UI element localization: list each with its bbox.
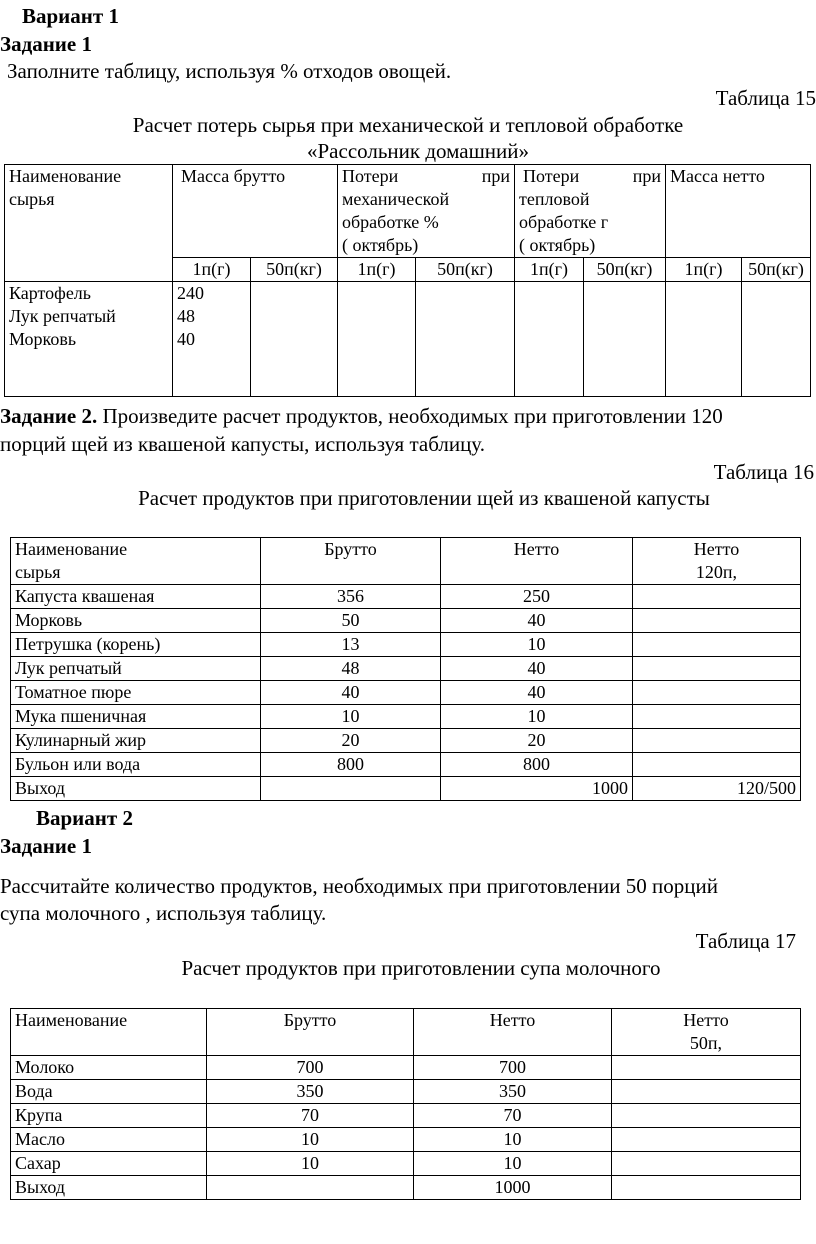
table-row	[11, 1080, 801, 1104]
table-row-output	[11, 777, 801, 801]
t15-header-gross: Масса брутто	[173, 165, 338, 258]
v2-task1-heading: Задание 1	[0, 834, 92, 858]
t16-output-net: 1000	[441, 777, 633, 801]
t15-cell	[584, 282, 666, 397]
t17-output-net50	[612, 1176, 801, 1200]
t16-net120	[633, 729, 801, 753]
t17-name: Молоко	[11, 1056, 207, 1080]
t16-header-gross: Брутто	[261, 538, 441, 585]
t17-header-net: Нетто	[414, 1009, 612, 1056]
t15-header-net: Масса нетто	[666, 165, 811, 258]
t16-gross: 10	[261, 705, 441, 729]
variant1-title: Вариант 1	[22, 4, 119, 28]
table-row	[11, 609, 801, 633]
t16-gross: 20	[261, 729, 441, 753]
t16-name: Кулинарный жир	[11, 729, 261, 753]
t16-gross: 40	[261, 681, 441, 705]
t17-gross: 10	[207, 1128, 414, 1152]
variant2-title: Вариант 2	[36, 806, 133, 830]
table-row	[11, 729, 801, 753]
table-row-output	[11, 1176, 801, 1200]
t17-net50	[612, 1152, 801, 1176]
t16-net: 20	[441, 729, 633, 753]
t17-net50	[612, 1080, 801, 1104]
t16-gross: 800	[261, 753, 441, 777]
t15-sub: 1п(г)	[666, 258, 742, 282]
t17-net: 350	[414, 1080, 612, 1104]
t16-net: 250	[441, 585, 633, 609]
table-row	[11, 633, 801, 657]
table15	[4, 164, 811, 397]
t16-net120	[633, 585, 801, 609]
t17-header-name: Наименование	[11, 1009, 207, 1056]
t15-products: Картофель Лук репчатый Морковь	[5, 282, 173, 397]
t16-output-gross	[261, 777, 441, 801]
t16-net120	[633, 633, 801, 657]
t16-net: 40	[441, 681, 633, 705]
v2-task1-instruction-line2: супа молочного , используя таблицу.	[0, 901, 327, 925]
t16-net120	[633, 705, 801, 729]
t17-header-net50: Нетто 50п,	[612, 1009, 801, 1056]
t17-name: Крупа	[11, 1104, 207, 1128]
t17-name: Сахар	[11, 1152, 207, 1176]
t17-gross: 700	[207, 1056, 414, 1080]
table16-number: Таблица 16	[713, 460, 814, 484]
t15-cell	[515, 282, 584, 397]
table17	[10, 1008, 801, 1200]
t16-net: 40	[441, 657, 633, 681]
table-row	[11, 1104, 801, 1128]
t15-sub: 50п(кг)	[416, 258, 515, 282]
t16-name: Томатное пюре	[11, 681, 261, 705]
t17-net: 10	[414, 1152, 612, 1176]
table-row	[11, 657, 801, 681]
t15-sub: 50п(кг)	[251, 258, 338, 282]
task1-instruction: Заполните таблицу, используя % отходов овощей.	[7, 59, 452, 83]
t15-cell	[416, 282, 515, 397]
t16-name: Капуста квашеная	[11, 585, 261, 609]
table-row	[11, 585, 801, 609]
task2-instruction-line1: Задание 2. Произведите расчет продуктов, необходимых при приготовлении 120	[0, 404, 723, 428]
t16-net: 40	[441, 609, 633, 633]
table-row	[11, 681, 801, 705]
t17-net50	[612, 1056, 801, 1080]
t16-net: 800	[441, 753, 633, 777]
v2-task1-instruction-line1: Рассчитайте количество продуктов, необходимых при приготовлении 50 порций	[0, 874, 718, 898]
table17-number: Таблица 17	[695, 929, 796, 953]
t16-header-name: Наименование сырья	[11, 538, 261, 585]
t16-net120	[633, 657, 801, 681]
t16-name: Морковь	[11, 609, 261, 633]
table15-title-line2: «Рассольник домашний»	[307, 139, 529, 163]
t16-gross: 48	[261, 657, 441, 681]
t17-header-gross: Брутто	[207, 1009, 414, 1056]
t17-gross: 350	[207, 1080, 414, 1104]
t17-output-name: Выход	[11, 1176, 207, 1200]
t17-name: Масло	[11, 1128, 207, 1152]
t17-net: 700	[414, 1056, 612, 1080]
t16-name: Бульон или вода	[11, 753, 261, 777]
t16-header-net120: Нетто 120п,	[633, 538, 801, 585]
t15-header-heat: Потери при тепловой обработке г ( октябрь)	[515, 165, 666, 258]
t16-gross: 50	[261, 609, 441, 633]
t16-net: 10	[441, 633, 633, 657]
t15-sub: 50п(кг)	[584, 258, 666, 282]
table16	[10, 537, 801, 801]
t17-output-gross	[207, 1176, 414, 1200]
table-row	[11, 705, 801, 729]
t15-cell	[251, 282, 338, 397]
t16-net: 10	[441, 705, 633, 729]
t16-header-net: Нетто	[441, 538, 633, 585]
t17-net50	[612, 1104, 801, 1128]
table-row	[11, 1152, 801, 1176]
t17-gross: 10	[207, 1152, 414, 1176]
t16-output-net120: 120/500	[633, 777, 801, 801]
t16-gross: 356	[261, 585, 441, 609]
t16-output-name: Выход	[11, 777, 261, 801]
table-row	[11, 1056, 801, 1080]
t15-cell	[742, 282, 811, 397]
t17-gross: 70	[207, 1104, 414, 1128]
t15-sub: 1п(г)	[173, 258, 251, 282]
t16-name: Мука пшеничная	[11, 705, 261, 729]
t15-header-mech: Потери при механической обработке % ( октябрь)	[338, 165, 515, 258]
t15-sub: 50п(кг)	[742, 258, 811, 282]
table17-title: Расчет продуктов при приготовлении супа молочного	[181, 956, 661, 980]
table15-number: Таблица 15	[715, 86, 816, 110]
table16-title: Расчет продуктов при приготовлении щей из квашеной капусты	[138, 486, 710, 510]
t15-cell	[666, 282, 742, 397]
t16-gross: 13	[261, 633, 441, 657]
t17-net: 70	[414, 1104, 612, 1128]
t16-net120	[633, 681, 801, 705]
t16-net120	[633, 609, 801, 633]
table-row	[11, 1128, 801, 1152]
t16-name: Лук репчатый	[11, 657, 261, 681]
t15-cell	[338, 282, 416, 397]
table-row	[11, 753, 801, 777]
task2-instruction-line2: порций щей из квашеной капусты, используя таблицу.	[0, 432, 485, 456]
table15-title-line1: Расчет потерь сырья при механической и тепловой обработке	[132, 113, 684, 137]
t17-output-net: 1000	[414, 1176, 612, 1200]
t15-sub: 1п(г)	[515, 258, 584, 282]
t15-gross-1p: 240 48 40	[173, 282, 251, 397]
t17-name: Вода	[11, 1080, 207, 1104]
t15-sub: 1п(г)	[338, 258, 416, 282]
t16-name: Петрушка (корень)	[11, 633, 261, 657]
t17-net50	[612, 1128, 801, 1152]
t15-header-name: Наименование сырья	[5, 165, 173, 282]
task1-heading: Задание 1	[0, 32, 92, 56]
t16-net120	[633, 753, 801, 777]
t17-net: 10	[414, 1128, 612, 1152]
